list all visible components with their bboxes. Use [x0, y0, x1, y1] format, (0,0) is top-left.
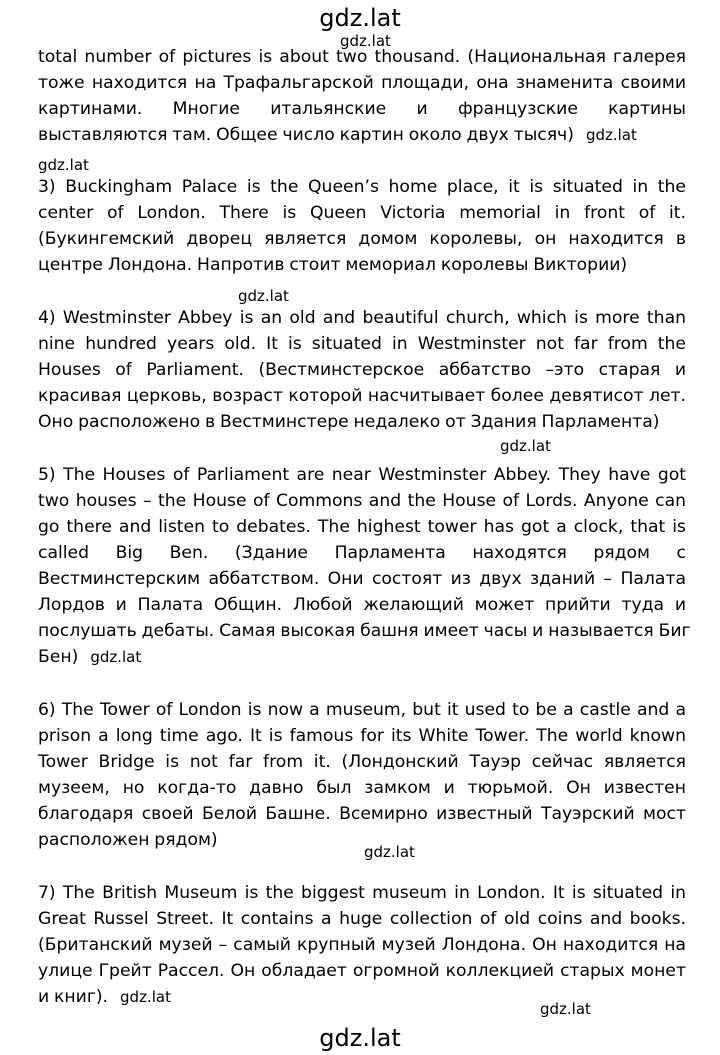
header-watermark: gdz.lat	[319, 4, 401, 32]
watermark-label: gdz.lat	[38, 156, 89, 174]
paragraph-national-gallery-end	[38, 44, 686, 148]
text-line: Houses of Parliament. (Вестминстерское аббатство –это старая и	[38, 360, 686, 380]
text-line: благодаря своей Белой Башне. Всемирно известный Тауэрский мост	[38, 804, 686, 824]
text-line: Вестминстерским аббатством. Они состоят из двух зданий – Палата	[38, 569, 686, 589]
text-line: центре Лондона. Напротив стоит мемориал королевы Виктории)	[38, 255, 628, 275]
text-line: nine hundred years old. It is situated in Westminster not far from the	[38, 334, 686, 354]
watermark-label: gdz.lat	[364, 843, 415, 861]
paragraph-houses-of-parliament	[38, 462, 691, 670]
text-line: Tower Bridge is not far from it. (Лондонский Тауэр сейчас является	[38, 752, 686, 772]
text-line: Great Russel Street. It contains a huge collection of old coins and books.	[38, 909, 686, 929]
watermark-label: gdz.lat	[120, 988, 171, 1006]
watermark-label: gdz.lat	[90, 648, 142, 666]
text-line: 6) The Tower of London is now a museum, but it used to be a castle and a	[38, 700, 686, 720]
text-line: 4) Westminster Abbey is an old and beautiful church, which is more than	[38, 308, 686, 328]
paragraph-westminster-abbey	[38, 305, 686, 435]
paragraph-tower-of-london	[38, 697, 686, 853]
text-line: тоже находится на Трафальгарской площади, она знаменита своими	[38, 73, 686, 93]
text-line: картинами. Многие итальянские и французские картины	[38, 99, 686, 119]
paragraph-british-museum	[38, 880, 686, 1010]
text-line: go there and listen to debates. The highest tower has got a clock, that is	[38, 517, 686, 537]
text-line: total number of pictures is about two thousand. (Национальная галерея	[38, 47, 686, 67]
text-line: послушать дебаты. Самая высокая башня имеет часы и называется Биг	[38, 621, 691, 641]
footer-watermark: gdz.lat	[319, 1024, 401, 1052]
text-line: 3) Buckingham Palace is the Queen’s home place, it is situated in the	[38, 177, 686, 197]
text-line: 7) The British Museum is the biggest museum in London. It is situated in	[38, 883, 686, 903]
text-line: расположен рядом)	[38, 830, 218, 850]
text-line: called Big Ben. (Здание Парламента находятся рядом с	[38, 543, 686, 563]
text-line: Оно расположено в Вестминстере недалеко от Здания Парламента)	[38, 412, 660, 432]
text-line: красивая церковь, возраст которой насчитывает более девятисот лет.	[38, 386, 686, 406]
text-line: Бен) gdz.lat	[38, 647, 142, 667]
paragraph-buckingham-palace	[38, 174, 686, 278]
text-line: выставляются там. Общее число картин около двух тысяч) gdz.lat	[38, 125, 637, 145]
watermark-label: gdz.lat	[500, 437, 551, 455]
text-line: 5) The Houses of Parliament are near Westminster Abbey. They have got	[38, 465, 686, 485]
text-line: two houses – the House of Commons and the House of Lords. Anyone can	[38, 491, 686, 511]
watermark-label: gdz.lat	[238, 287, 289, 305]
text-line: center of London. There is Queen Victoria memorial in front of it.	[38, 203, 686, 223]
text-line: музеем, но когда-то давно был замком и тюрьмой. Он известен	[38, 778, 686, 798]
text-line: Лордов и Палата Общин. Любой желающий может прийти туда и	[38, 595, 686, 615]
text-line: и книг). gdz.lat	[38, 987, 171, 1007]
text-line: prison a long time ago. It is famous for its White Tower. The world known	[38, 726, 686, 746]
watermark-label: gdz.lat	[340, 32, 391, 50]
text-line: улице Грейт Рассел. Он обладает огромной коллекцией старых монет	[38, 961, 686, 981]
watermark-label: gdz.lat	[585, 126, 637, 144]
watermark-label: gdz.lat	[540, 1000, 591, 1018]
text-line: (Букингемский дворец является домом королевы, он находится в	[38, 229, 686, 249]
text-line: (Британский музей – самый крупный музей Лондона. Он находится на	[38, 935, 686, 955]
